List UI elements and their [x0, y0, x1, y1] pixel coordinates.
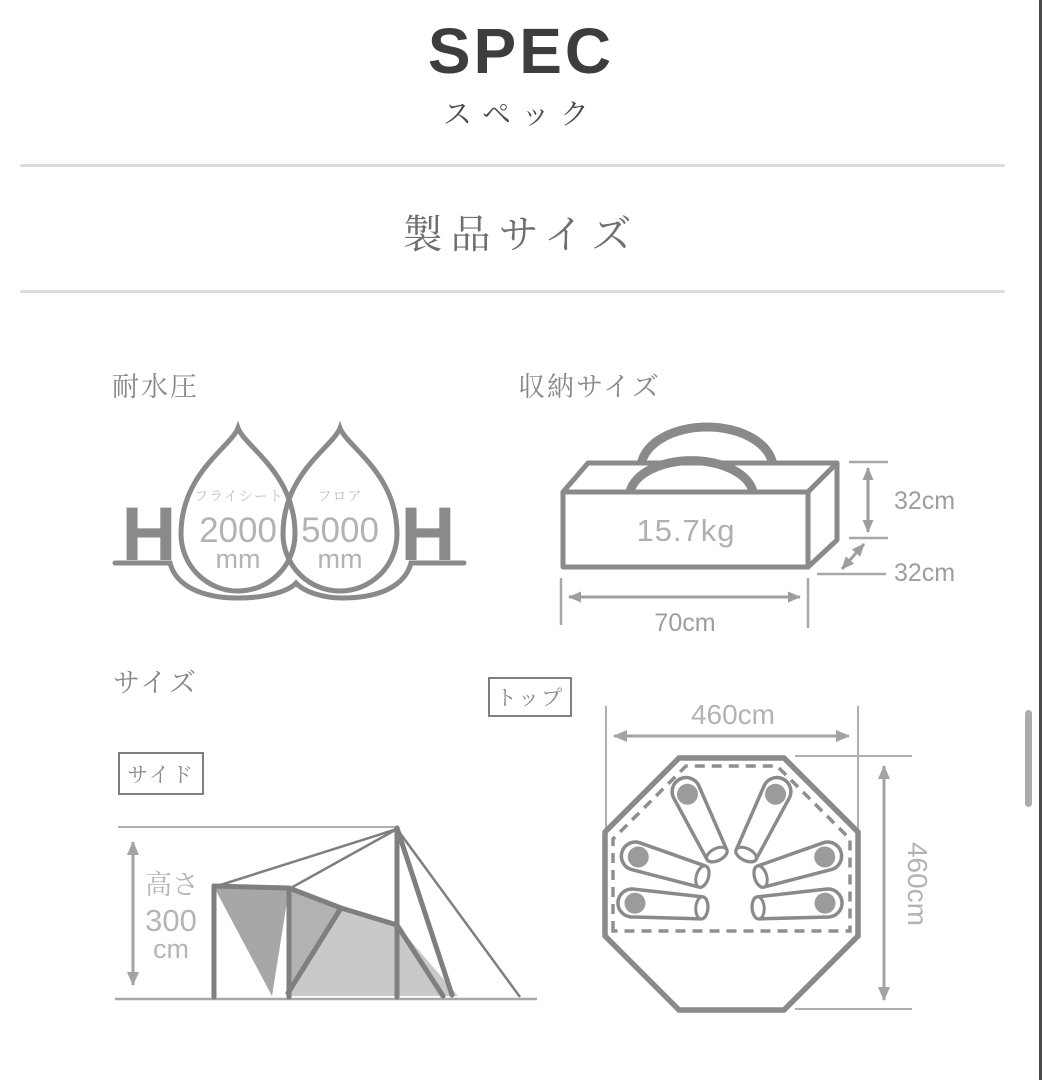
- side-height-label-2: 300: [145, 903, 197, 938]
- waterline-h-left: H: [121, 492, 177, 577]
- divider-line: [20, 164, 1005, 167]
- waterline-h-right: H: [400, 492, 456, 577]
- top-width-label: 460cm: [690, 699, 776, 730]
- page-title: SPEC: [427, 15, 615, 87]
- tent-side-view-diagram: [105, 815, 545, 1010]
- size-heading: サイズ: [113, 668, 198, 698]
- top-height-label: 460cm: [902, 841, 933, 927]
- divider-line: [20, 290, 1005, 293]
- top-view-tag-label: トップ: [495, 687, 565, 710]
- water-resistance-heading: 耐水圧: [112, 372, 199, 402]
- tent-panel-dark: [214, 887, 289, 996]
- storage-bag-diagram: [550, 408, 955, 648]
- scrollbar-thumb[interactable]: [1025, 710, 1032, 807]
- bag-width-label: 70cm: [654, 609, 716, 637]
- side-height-label-3: cm: [153, 934, 189, 964]
- tent-top-view-diagram: [585, 675, 940, 1025]
- drop-floor-value: 5000: [301, 511, 379, 550]
- side-view-tag: [118, 752, 204, 795]
- top-view-tag: [488, 677, 572, 717]
- tent-floor-octagon: [605, 758, 858, 1010]
- depth-dimension-arrow: [842, 544, 864, 569]
- drop-flysheet-label: フライシート: [194, 488, 284, 504]
- bag-top-face: [563, 463, 837, 492]
- page-subtitle: スペック: [442, 99, 599, 131]
- drop-floor-unit: mm: [317, 544, 363, 574]
- bag-weight-label: 15.7kg: [636, 513, 736, 548]
- side-height-label-1: 高さ: [145, 870, 199, 900]
- bag-depth-label: 32cm: [894, 559, 956, 587]
- bag-height-label: 32cm: [894, 487, 956, 515]
- drop-flysheet-value: 2000: [199, 511, 277, 550]
- drop-flysheet-unit: mm: [215, 544, 261, 574]
- storage-size-heading: 収納サイズ: [518, 372, 661, 402]
- section-title: 製品サイズ: [402, 213, 640, 257]
- side-view-tag-label: サイド: [127, 763, 195, 787]
- water-resistance-diagram: [105, 410, 475, 610]
- drop-floor-label: フロア: [317, 488, 363, 504]
